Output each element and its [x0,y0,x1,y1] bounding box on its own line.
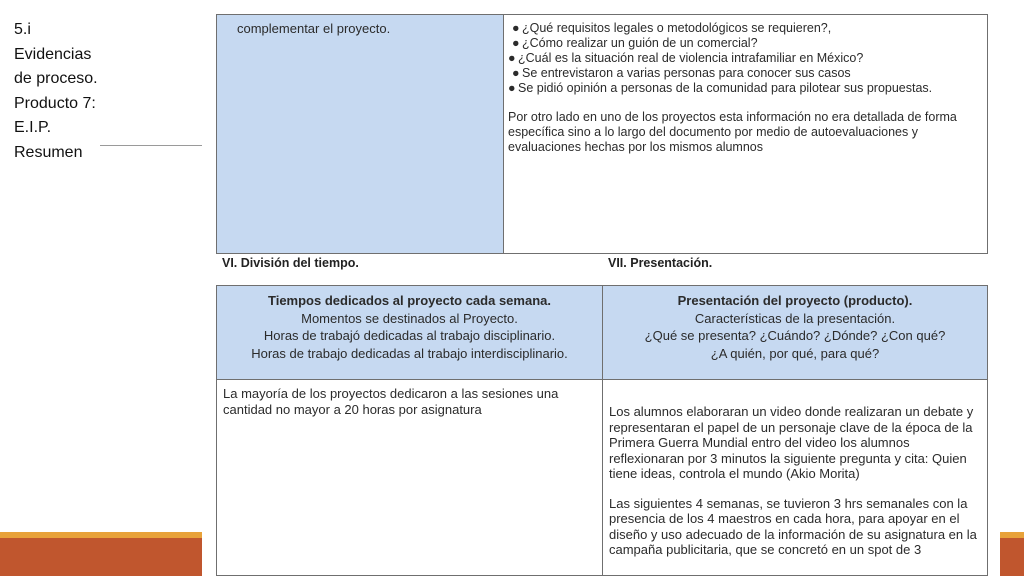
bullet-item: ● Se entrevistaron a varias personas para conocer sus casos [512,66,851,80]
title-line: 5.i [14,21,31,38]
table1-left-text: complementar el proyecto. [237,21,391,36]
bullet-list [508,21,981,96]
right-header-line: Características de la presentación. [694,310,896,326]
accent-stripe [0,532,202,538]
table1-right-cell [504,15,988,254]
right-header-title: Presentación del proyecto (producto). [677,293,913,308]
title-line: Evidencias [14,45,92,63]
table1-paragraph: Por otro lado en uno de los proyectos esta información no era detallada de forma específica sino a lo largo del documento por medio de autoevaluaciones y evaluaciones hechas por los mismos alumnos [508,110,957,154]
left-header-title: Tiempos dedicados al proyecto cada semana. [268,293,551,308]
table2-left-body [217,380,603,576]
table2-right-body [603,380,988,576]
right-body-paragraph: Los alumnos elaboraran un video donde realizaran un debate y representaran el papel de un personaje clave de la época de la Primera Guerra Mundial entro del video los alumnos reflexionaran por 3 minutos la siguiente pregunta y cita: Quien tiene ideas, controla el mundo (Akio Morita) [609,404,974,481]
bullet-icon: ● [512,66,520,80]
title-line: Producto 7: [14,94,96,112]
table2-left-header [217,286,603,380]
title-line: Resumen [14,143,83,161]
bullet-item: ● ¿Qué requisitos legales o metodológicos se requieren?, [512,21,832,35]
left-header-line: Horas de trabajo dedicadas al trabajo interdisciplinario. [251,345,568,361]
table-time-presentation [216,285,988,576]
accent-stripe [1000,532,1024,538]
title-underline [100,145,202,146]
bullet-item: ● ¿Cómo realizar un guión de un comercial? [512,36,758,50]
title-line: E.I.P. [14,119,52,136]
left-header-line: Momentos se destinados al Proyecto. [301,310,518,326]
left-body-text: La mayoría de los proyectos dedicaron a las sesiones una cantidad no mayor a 20 horas por asignatura [223,386,559,417]
heading-presentacion: VII. Presentación. [608,256,713,270]
table1-left-cell [217,15,504,254]
bullet-icon: ● [508,51,516,65]
bullet-icon: ● [508,81,516,95]
right-header-line: ¿A quién, por qué, para qué? [710,345,880,361]
document-image [202,0,1000,576]
table2-right-header [603,286,988,380]
bullet-item: ● Se pidió opinión a personas de la comunidad para pilotear sus propuestas. [508,81,933,95]
title-line: de proceso. [14,70,98,87]
right-body-paragraph: Las siguientes 4 semanas, se tuvieron 3 hrs semanales con la presencia de los 4 maestros en cada hora, para apoyar en el diseño y uso adecuado de la información de su asignatura en la campaña publicitaria, que se concretó en un spot de 3 [609,495,977,557]
left-header-line: Horas de trabajó dedicadas al trabajo disciplinario. [263,328,556,343]
heading-division-tiempo: VI. División del tiempo. [222,256,359,270]
table-objectives [216,14,988,254]
accent-bar-right [1000,532,1024,576]
slide-title [14,18,124,165]
accent-bar-left [0,532,202,576]
bullet-icon: ● [512,36,520,50]
bullet-icon: ● [512,21,520,35]
right-header-line: ¿Qué se presenta? ¿Cuándo? ¿Dónde? ¿Con qué? [644,328,946,343]
bullet-item: ● ¿Cuál es la situación real de violencia intrafamiliar en México? [508,51,864,65]
